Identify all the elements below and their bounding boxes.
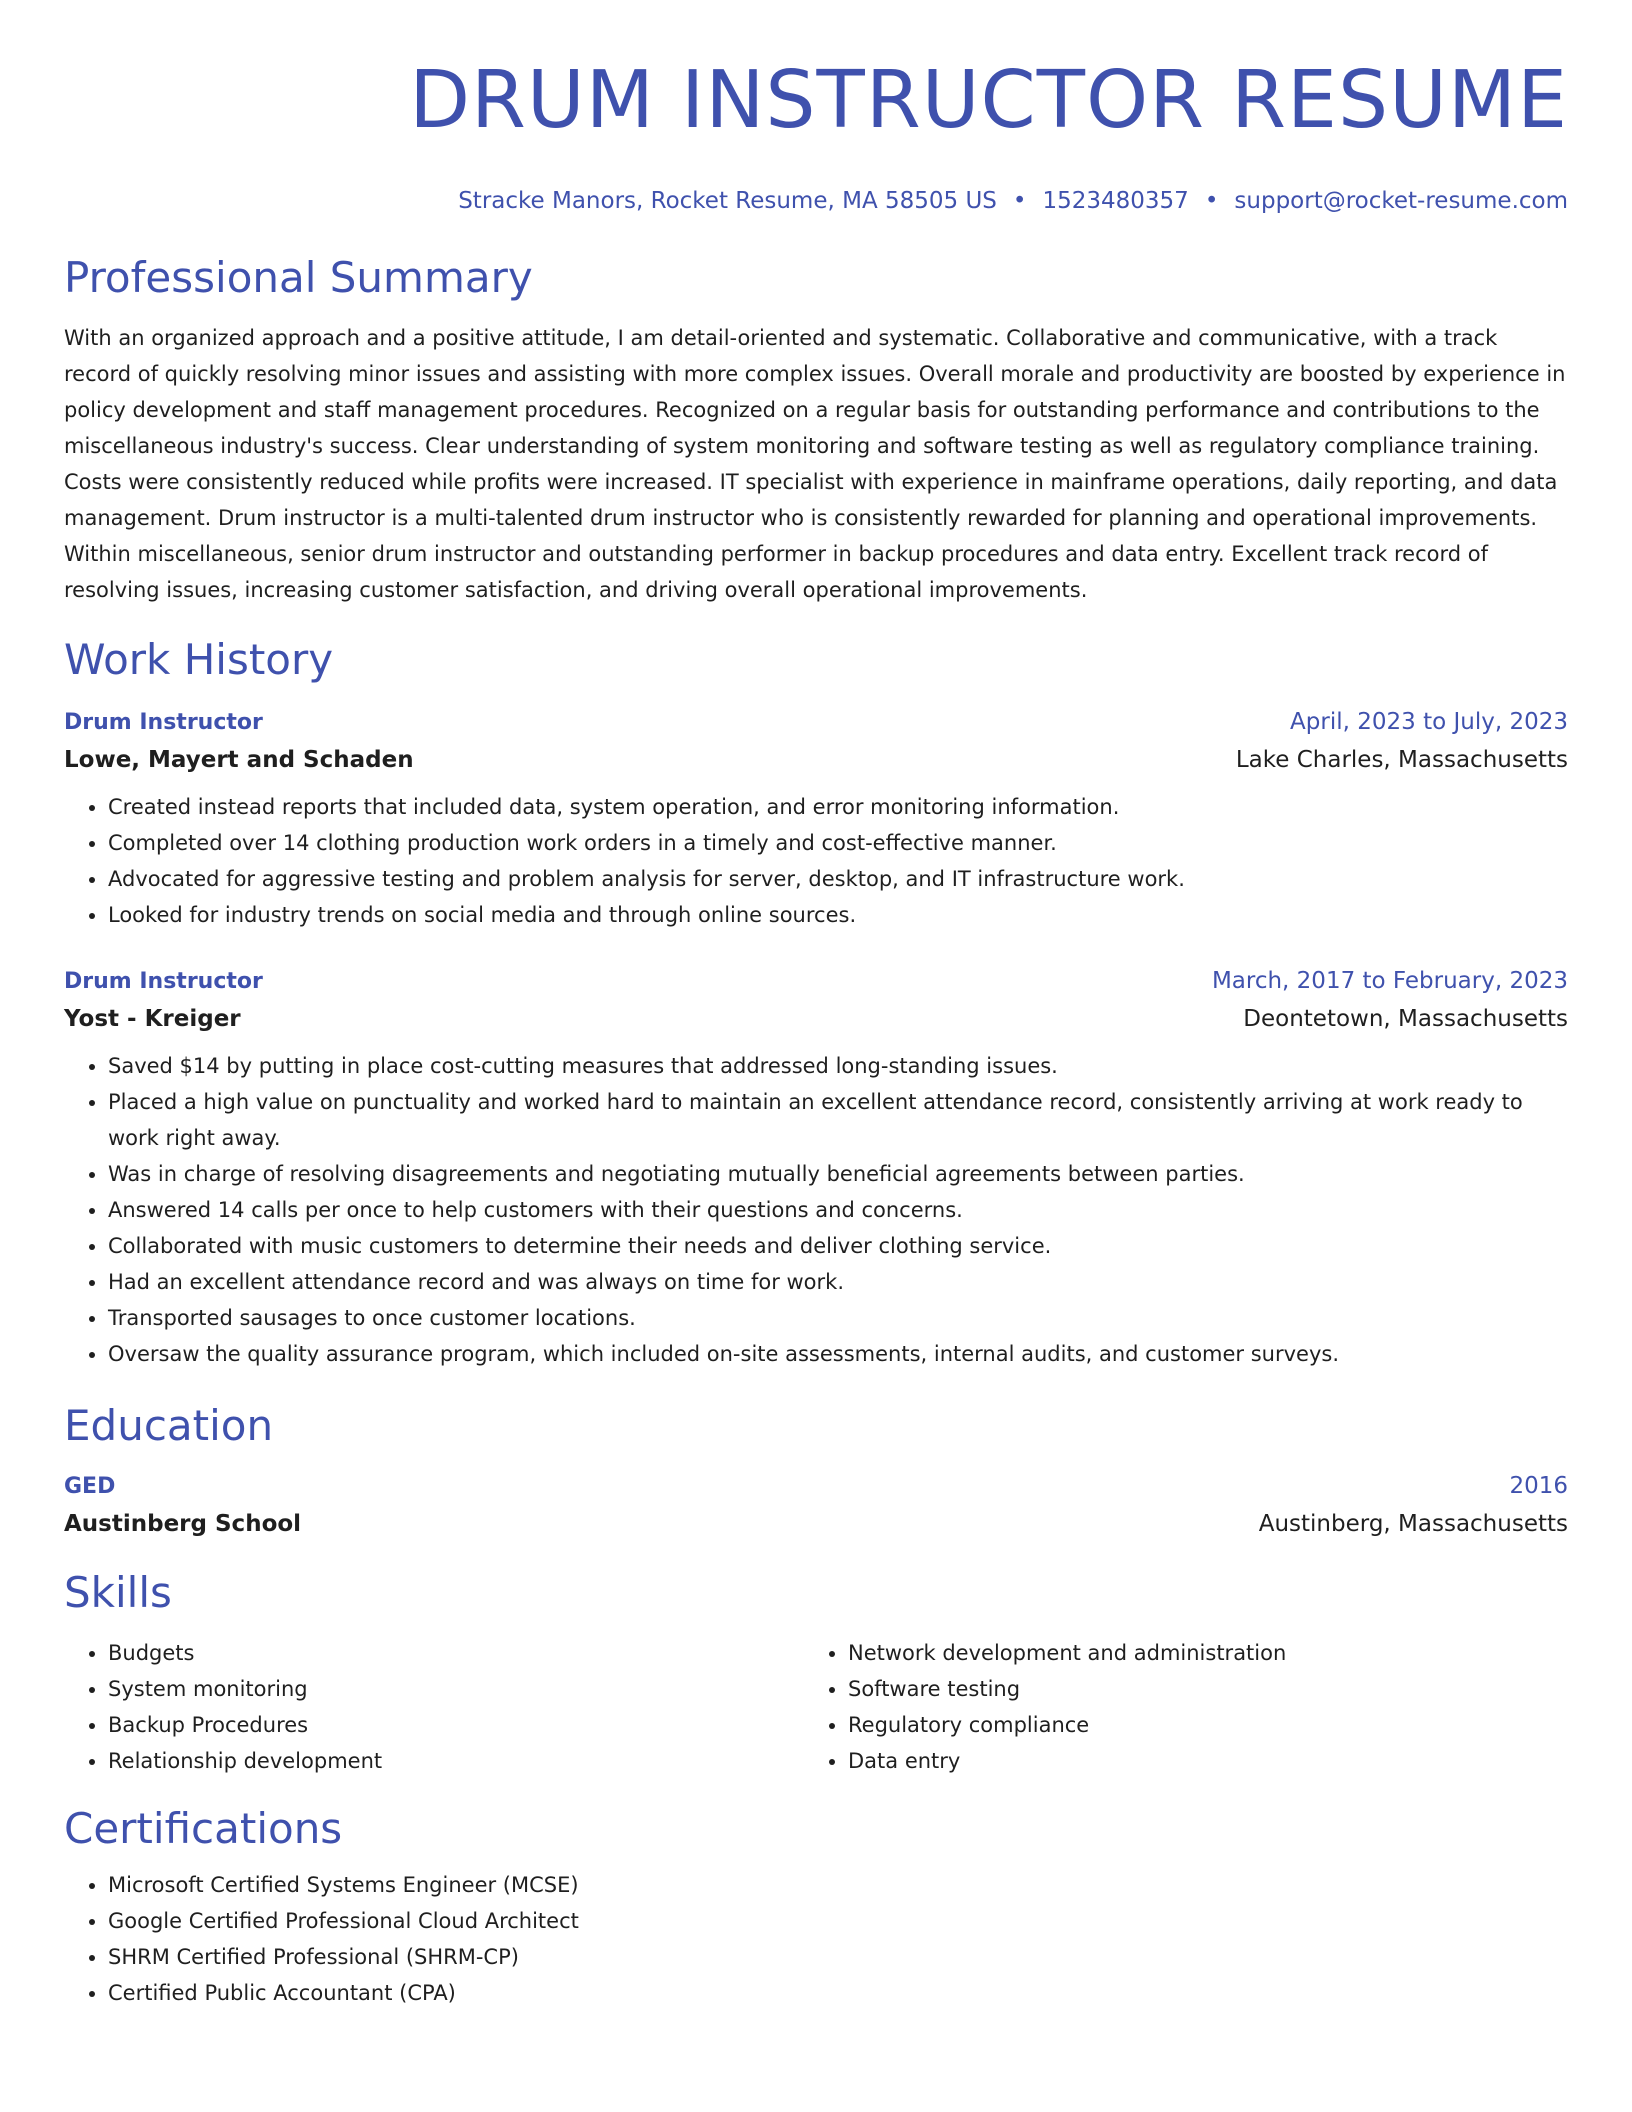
list-item: • SHRM Certified Professional (SHRM-CP) (108, 1939, 1568, 1975)
skills-grid (64, 1635, 1568, 1779)
job-title: Drum Instructor (64, 969, 263, 994)
contact-phone: 1523480357 (1042, 188, 1189, 214)
section-title-certifications: Certifications (64, 1804, 343, 1853)
list-item: • Collaborated with music customers to determine their needs and deliver clothing service. (108, 1228, 1568, 1264)
job-location: Deontetown, Massachusetts (1243, 1006, 1568, 1032)
list-item: • Microsoft Certified Systems Engineer (MCSE) (108, 1867, 1568, 1903)
list-item: • Saved $14 by putting in place cost-cutting measures that addressed long-standing issues. (108, 1048, 1568, 1084)
contact-separator: • (1204, 188, 1219, 214)
list-item: • Placed a high value on punctuality and worked hard to maintain an excellent attendance record, consistently arriving at work ready to work right away. (108, 1084, 1568, 1156)
skills-list-right (804, 1635, 1544, 1779)
list-item: • Had an excellent attendance record and was always on time for work. (108, 1264, 1568, 1300)
list-item: • Completed over 14 clothing production work orders in a timely and cost-effective manner. (108, 825, 1568, 861)
list-item: • System monitoring (108, 1671, 804, 1707)
list-item: • Regulatory compliance (848, 1707, 1544, 1743)
education-school: Austinberg School (64, 1511, 302, 1537)
contact-separator: • (1012, 188, 1027, 214)
job-entry (64, 963, 1568, 1372)
job-company: Yost - Kreiger (64, 1006, 241, 1032)
job-title: Drum Instructor (64, 710, 263, 735)
work-history-section (64, 632, 1568, 1372)
section-title-summary: Professional Summary (64, 253, 533, 302)
job-location: Lake Charles, Massachusetts (1235, 747, 1568, 773)
list-item: • Relationship development (108, 1743, 804, 1779)
summary-text: With an organized approach and a positive attitude, I am detail-oriented and systematic. Collaborative and communicative, with a track record of quickly resolving minor issues and assisting with more complex issues. Overall morale and productivity are boosted by experience in policy development and staff management procedures. Recognized on a regular basis for outstanding performance and contributions to the miscellaneous industry's success. Clear understanding of system monitoring and software testing as well as regulatory compliance training. Costs were consistently reduced while profits were increased. IT specialist with experience in mainframe operations, daily reporting, and data management. Drum instructor is a multi-talented drum instructor who is consistently rewarded for planning and operational improvements. Within miscellaneous, senior drum instructor and outstanding performer in backup procedures and data entry. Excellent track record of resolving issues, increasing customer satisfaction, and driving overall operational improvements. (64, 326, 1566, 602)
contact-address: Stracke Manors, Rocket Resume, MA 58505 US (458, 188, 997, 214)
job-dates: April, 2023 to July, 2023 (1290, 709, 1568, 735)
contact-line (64, 186, 1568, 216)
education-location: Austinberg, Massachusetts (1258, 1511, 1568, 1537)
job-company: Lowe, Mayert and Schaden (64, 747, 414, 773)
list-item: • Looked for industry trends on social media and through online sources. (108, 897, 1568, 933)
list-item: • Data entry (848, 1743, 1544, 1779)
certifications-section (64, 1801, 1568, 2011)
list-item: • Transported sausages to once customer locations. (108, 1300, 1568, 1336)
list-item: • Advocated for aggressive testing and problem analysis for server, desktop, and IT infrastructure work. (108, 861, 1568, 897)
education-section (64, 1398, 1568, 1543)
section-title-work: Work History (64, 635, 334, 684)
list-item: • Network development and administration (848, 1635, 1544, 1671)
resume-title: DRUM INSTRUCTOR RESUME (409, 54, 1568, 146)
skills-section (64, 1565, 1568, 1779)
list-item: • Google Certified Professional Cloud Architect (108, 1903, 1568, 1939)
list-item: • Created instead reports that included data, system operation, and error monitoring information. (108, 789, 1568, 825)
contact-email: support@rocket-resume.com (1234, 188, 1568, 214)
list-item: • Software testing (848, 1671, 1544, 1707)
list-item: • Certified Public Accountant (CPA) (108, 1975, 1568, 2011)
skills-list-left (64, 1635, 804, 1779)
job-entry (64, 704, 1568, 933)
section-title-education: Education (64, 1401, 274, 1450)
list-item: • Oversaw the quality assurance program, which included on-site assessments, internal audits, and customer surveys. (108, 1336, 1568, 1372)
list-item: • Answered 14 calls per once to help customers with their questions and concerns. (108, 1192, 1568, 1228)
certifications-list (64, 1867, 1568, 2011)
education-degree: GED (64, 1474, 116, 1499)
job-bullets (64, 1048, 1568, 1372)
education-year: 2016 (1509, 1473, 1568, 1499)
list-item: • Was in charge of resolving disagreements and negotiating mutually beneficial agreements between parties. (108, 1156, 1568, 1192)
job-dates: March, 2017 to February, 2023 (1211, 968, 1568, 994)
list-item: • Budgets (108, 1635, 804, 1671)
job-bullets (64, 789, 1568, 933)
list-item: • Backup Procedures (108, 1707, 804, 1743)
summary-section (64, 250, 1568, 608)
section-title-skills: Skills (64, 1568, 172, 1617)
